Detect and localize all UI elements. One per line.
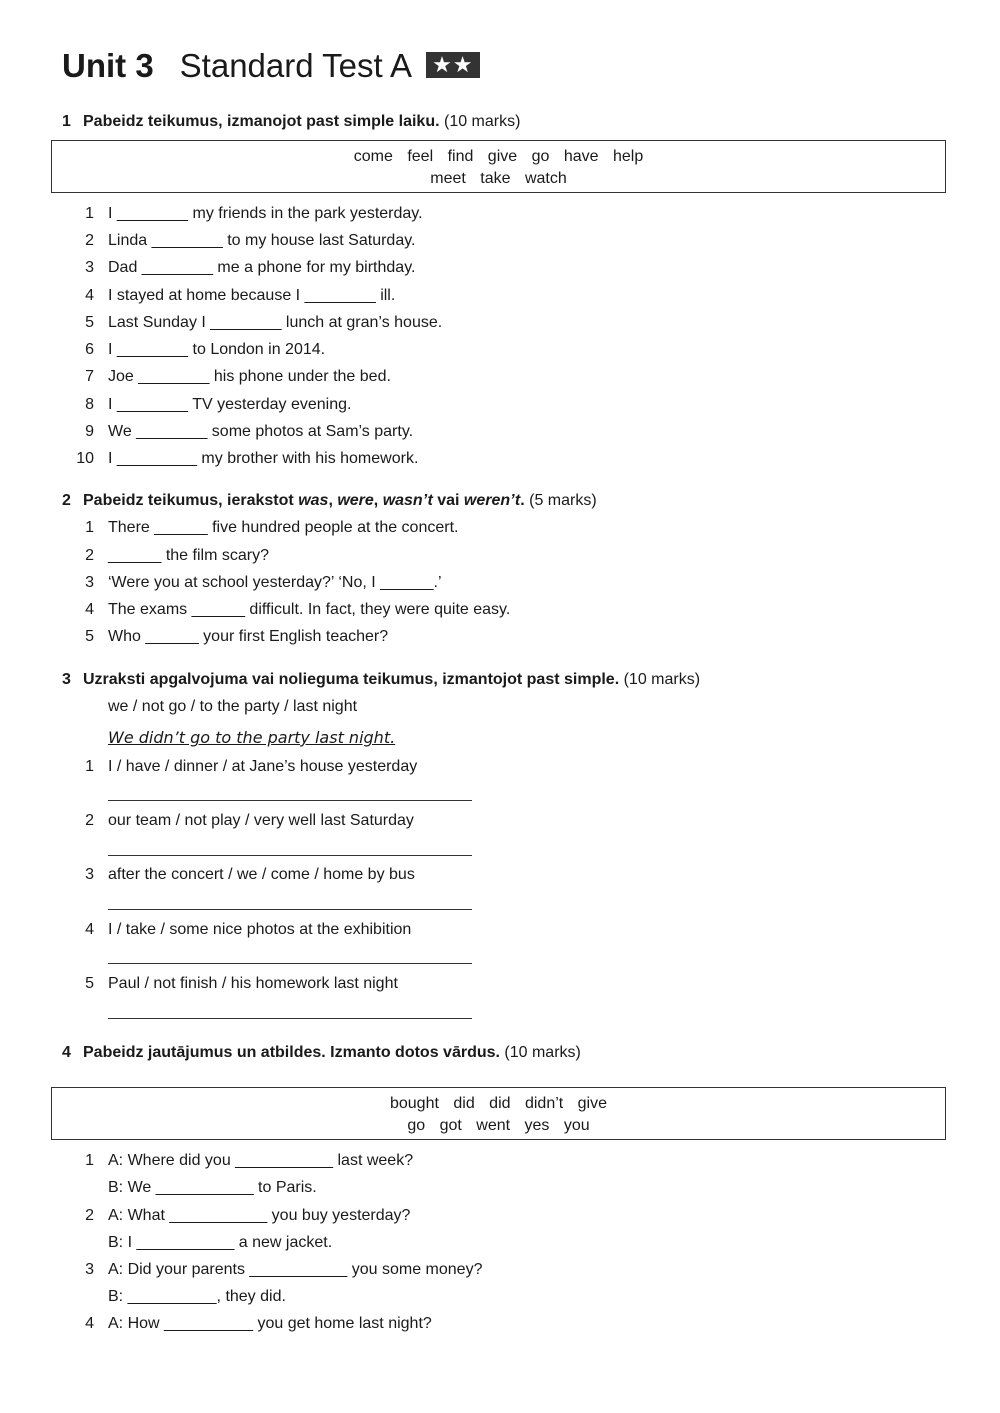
q2-instruction: Pabeidz teikumus, ierakstot xyxy=(83,492,299,509)
q1-item-text: I stayed at home because I ________ ill. xyxy=(108,287,396,304)
q3-item-text: after the concert / we / come / home by bus xyxy=(108,866,415,883)
q1-item xyxy=(0,257,1000,279)
q1-item-number: 8 xyxy=(85,396,94,413)
q4-item-a: A: What ___________ you buy yesterday? xyxy=(108,1207,411,1224)
q3-answer-line[interactable] xyxy=(108,800,472,801)
q2-item-number: 1 xyxy=(85,519,94,536)
q1-item-number: 4 xyxy=(85,287,94,304)
q3-heading xyxy=(62,671,700,689)
q1-item-text: I ________ my friends in the park yesterday. xyxy=(108,205,423,222)
q4-item-b: B: We ___________ to Paris. xyxy=(108,1179,317,1196)
q2-item-text: Who ______ your first English teacher? xyxy=(108,628,389,645)
q3-example-prompt xyxy=(0,696,1000,718)
q1-item xyxy=(0,394,1000,416)
q1-item-number: 9 xyxy=(85,423,94,440)
q3-item-number: 2 xyxy=(85,812,94,829)
q2-item xyxy=(0,517,1000,539)
q2-word-was: was xyxy=(298,492,329,509)
q1-item-number: 10 xyxy=(76,450,94,467)
q2-number: 2 xyxy=(62,492,71,509)
q4-marks: (10 marks) xyxy=(504,1044,581,1061)
q2-marks: (5 marks) xyxy=(529,492,597,509)
q1-item-number: 7 xyxy=(85,368,94,385)
q1-item-text: I ________ to London in 2014. xyxy=(108,341,326,358)
q4-number: 4 xyxy=(62,1044,71,1061)
q4-item xyxy=(0,1150,1000,1172)
q4-item xyxy=(0,1259,1000,1281)
q4-item-reply xyxy=(0,1286,1000,1308)
q2-word-wasnt: wasn’t xyxy=(382,492,433,509)
q3-example-answer xyxy=(0,727,1000,749)
q3-answer-line[interactable] xyxy=(108,909,472,910)
q3-item-number: 3 xyxy=(85,866,94,883)
q2-word-were: were xyxy=(337,492,374,509)
q1-item xyxy=(0,421,1000,443)
q3-item xyxy=(0,864,1000,886)
q1-number: 1 xyxy=(62,113,71,130)
q1-item xyxy=(0,366,1000,388)
q1-item-number: 3 xyxy=(85,259,94,276)
q2-item-number: 2 xyxy=(85,547,94,564)
q4-word-box-line-2: go got went yes you xyxy=(407,1117,590,1134)
q4-item-a: A: Did your parents ___________ you some money? xyxy=(108,1261,483,1278)
q4-item-reply xyxy=(0,1232,1000,1254)
q2-item xyxy=(0,545,1000,567)
q2-item xyxy=(0,572,1000,594)
q1-instruction: Pabeidz teikumus, izmanojot past simple laiku. xyxy=(83,113,440,130)
q4-instruction: Pabeidz jautājumus un atbildes. Izmanto dotos vārdus. xyxy=(83,1044,500,1061)
q3-marks: (10 marks) xyxy=(623,671,701,688)
q3-item-text: Paul / not finish / his homework last night xyxy=(108,975,398,992)
q4-item-number: 2 xyxy=(85,1207,94,1224)
q4-item-number: 4 xyxy=(85,1315,94,1332)
q1-item-text: I _________ my brother with his homework. xyxy=(108,450,419,467)
q1-item-text: Linda ________ to my house last Saturday. xyxy=(108,232,416,249)
q1-item xyxy=(0,448,1000,470)
q1-heading xyxy=(62,113,520,131)
q2-item-text: ______ the film scary? xyxy=(108,547,269,564)
q2-conjunction: vai xyxy=(432,492,464,509)
q3-item-text: our team / not play / very well last Saturday xyxy=(108,812,414,829)
q4-item-number: 3 xyxy=(85,1261,94,1278)
q1-item-text: Last Sunday I ________ lunch at gran’s house. xyxy=(108,314,443,331)
test-name: Standard Test A xyxy=(179,47,413,84)
q1-item xyxy=(0,339,1000,361)
q4-item-reply xyxy=(0,1177,1000,1199)
q3-number: 3 xyxy=(62,671,71,688)
q1-word-box-line-2: meet take watch xyxy=(430,170,567,187)
q4-item-a: A: How __________ you get home last night? xyxy=(108,1315,432,1332)
q3-item-text: I / have / dinner / at Jane’s house yesterday xyxy=(108,758,418,775)
q1-word-box-line-1: come feel find give go have help xyxy=(353,148,644,165)
unit-label: Unit 3 xyxy=(62,47,154,84)
q1-marks: (10 marks) xyxy=(443,113,521,130)
q2-comma: , xyxy=(328,492,338,509)
q1-item-text: Joe ________ his phone under the bed. xyxy=(108,368,391,385)
q1-item-number: 1 xyxy=(85,205,94,222)
page-title xyxy=(62,44,480,88)
q3-item-number: 4 xyxy=(85,921,94,938)
q3-instruction: Uzraksti apgalvojuma vai nolieguma teikumus, izmantojot past simple. xyxy=(83,671,620,688)
q4-heading xyxy=(62,1044,581,1062)
q3-item-number: 1 xyxy=(85,758,94,775)
q1-item xyxy=(0,285,1000,307)
q3-item xyxy=(0,756,1000,778)
q2-item-text: ‘Were you at school yesterday?’ ‘No, I ______.’ xyxy=(108,574,442,591)
q3-item-number: 5 xyxy=(85,975,94,992)
q1-item-text: I ________ TV yesterday evening. xyxy=(108,396,352,413)
q1-item xyxy=(0,230,1000,252)
q2-word-werent: weren’t xyxy=(463,492,521,509)
q4-word-box-line-1: bought did did didn’t give xyxy=(389,1095,608,1112)
q1-item-number: 6 xyxy=(85,341,94,358)
q2-item xyxy=(0,626,1000,648)
q2-item-number: 5 xyxy=(85,628,94,645)
q2-period: . xyxy=(520,492,525,509)
q4-item-b: B: __________, they did. xyxy=(108,1288,286,1305)
q1-item-text: We ________ some photos at Sam’s party. xyxy=(108,423,414,440)
q4-word-box xyxy=(51,1087,946,1140)
q4-item xyxy=(0,1313,1000,1335)
q4-item-b: B: I ___________ a new jacket. xyxy=(108,1234,333,1251)
q2-comma: , xyxy=(373,492,383,509)
q3-answer-line[interactable] xyxy=(108,963,472,964)
q2-item-number: 3 xyxy=(85,574,94,591)
q2-item-number: 4 xyxy=(85,601,94,618)
q1-item-text: Dad ________ me a phone for my birthday. xyxy=(108,259,416,276)
q1-item xyxy=(0,312,1000,334)
q2-item-text: There ______ five hundred people at the concert. xyxy=(108,519,459,536)
q3-answer-line[interactable] xyxy=(108,1018,472,1019)
q3-item xyxy=(0,810,1000,832)
q3-item xyxy=(0,919,1000,941)
q1-item-number: 5 xyxy=(85,314,94,331)
q2-item-text: The exams ______ difficult. In fact, they were quite easy. xyxy=(108,601,511,618)
q3-item-text: I / take / some nice photos at the exhibition xyxy=(108,921,412,938)
q1-item-number: 2 xyxy=(85,232,94,249)
q2-item xyxy=(0,599,1000,621)
q3-example-answer-text: We didn’t go to the party last night. xyxy=(108,728,396,747)
difficulty-stars: ★★ xyxy=(426,52,479,78)
q4-item-a: A: Where did you ___________ last week? xyxy=(108,1152,414,1169)
q2-heading xyxy=(62,492,597,510)
q4-item-number: 1 xyxy=(85,1152,94,1169)
q3-example-prompt-text: we / not go / to the party / last night xyxy=(108,698,358,715)
q3-answer-line[interactable] xyxy=(108,855,472,856)
q1-word-box xyxy=(51,140,946,193)
q3-item xyxy=(0,973,1000,995)
q1-item xyxy=(0,203,1000,225)
q4-item xyxy=(0,1205,1000,1227)
